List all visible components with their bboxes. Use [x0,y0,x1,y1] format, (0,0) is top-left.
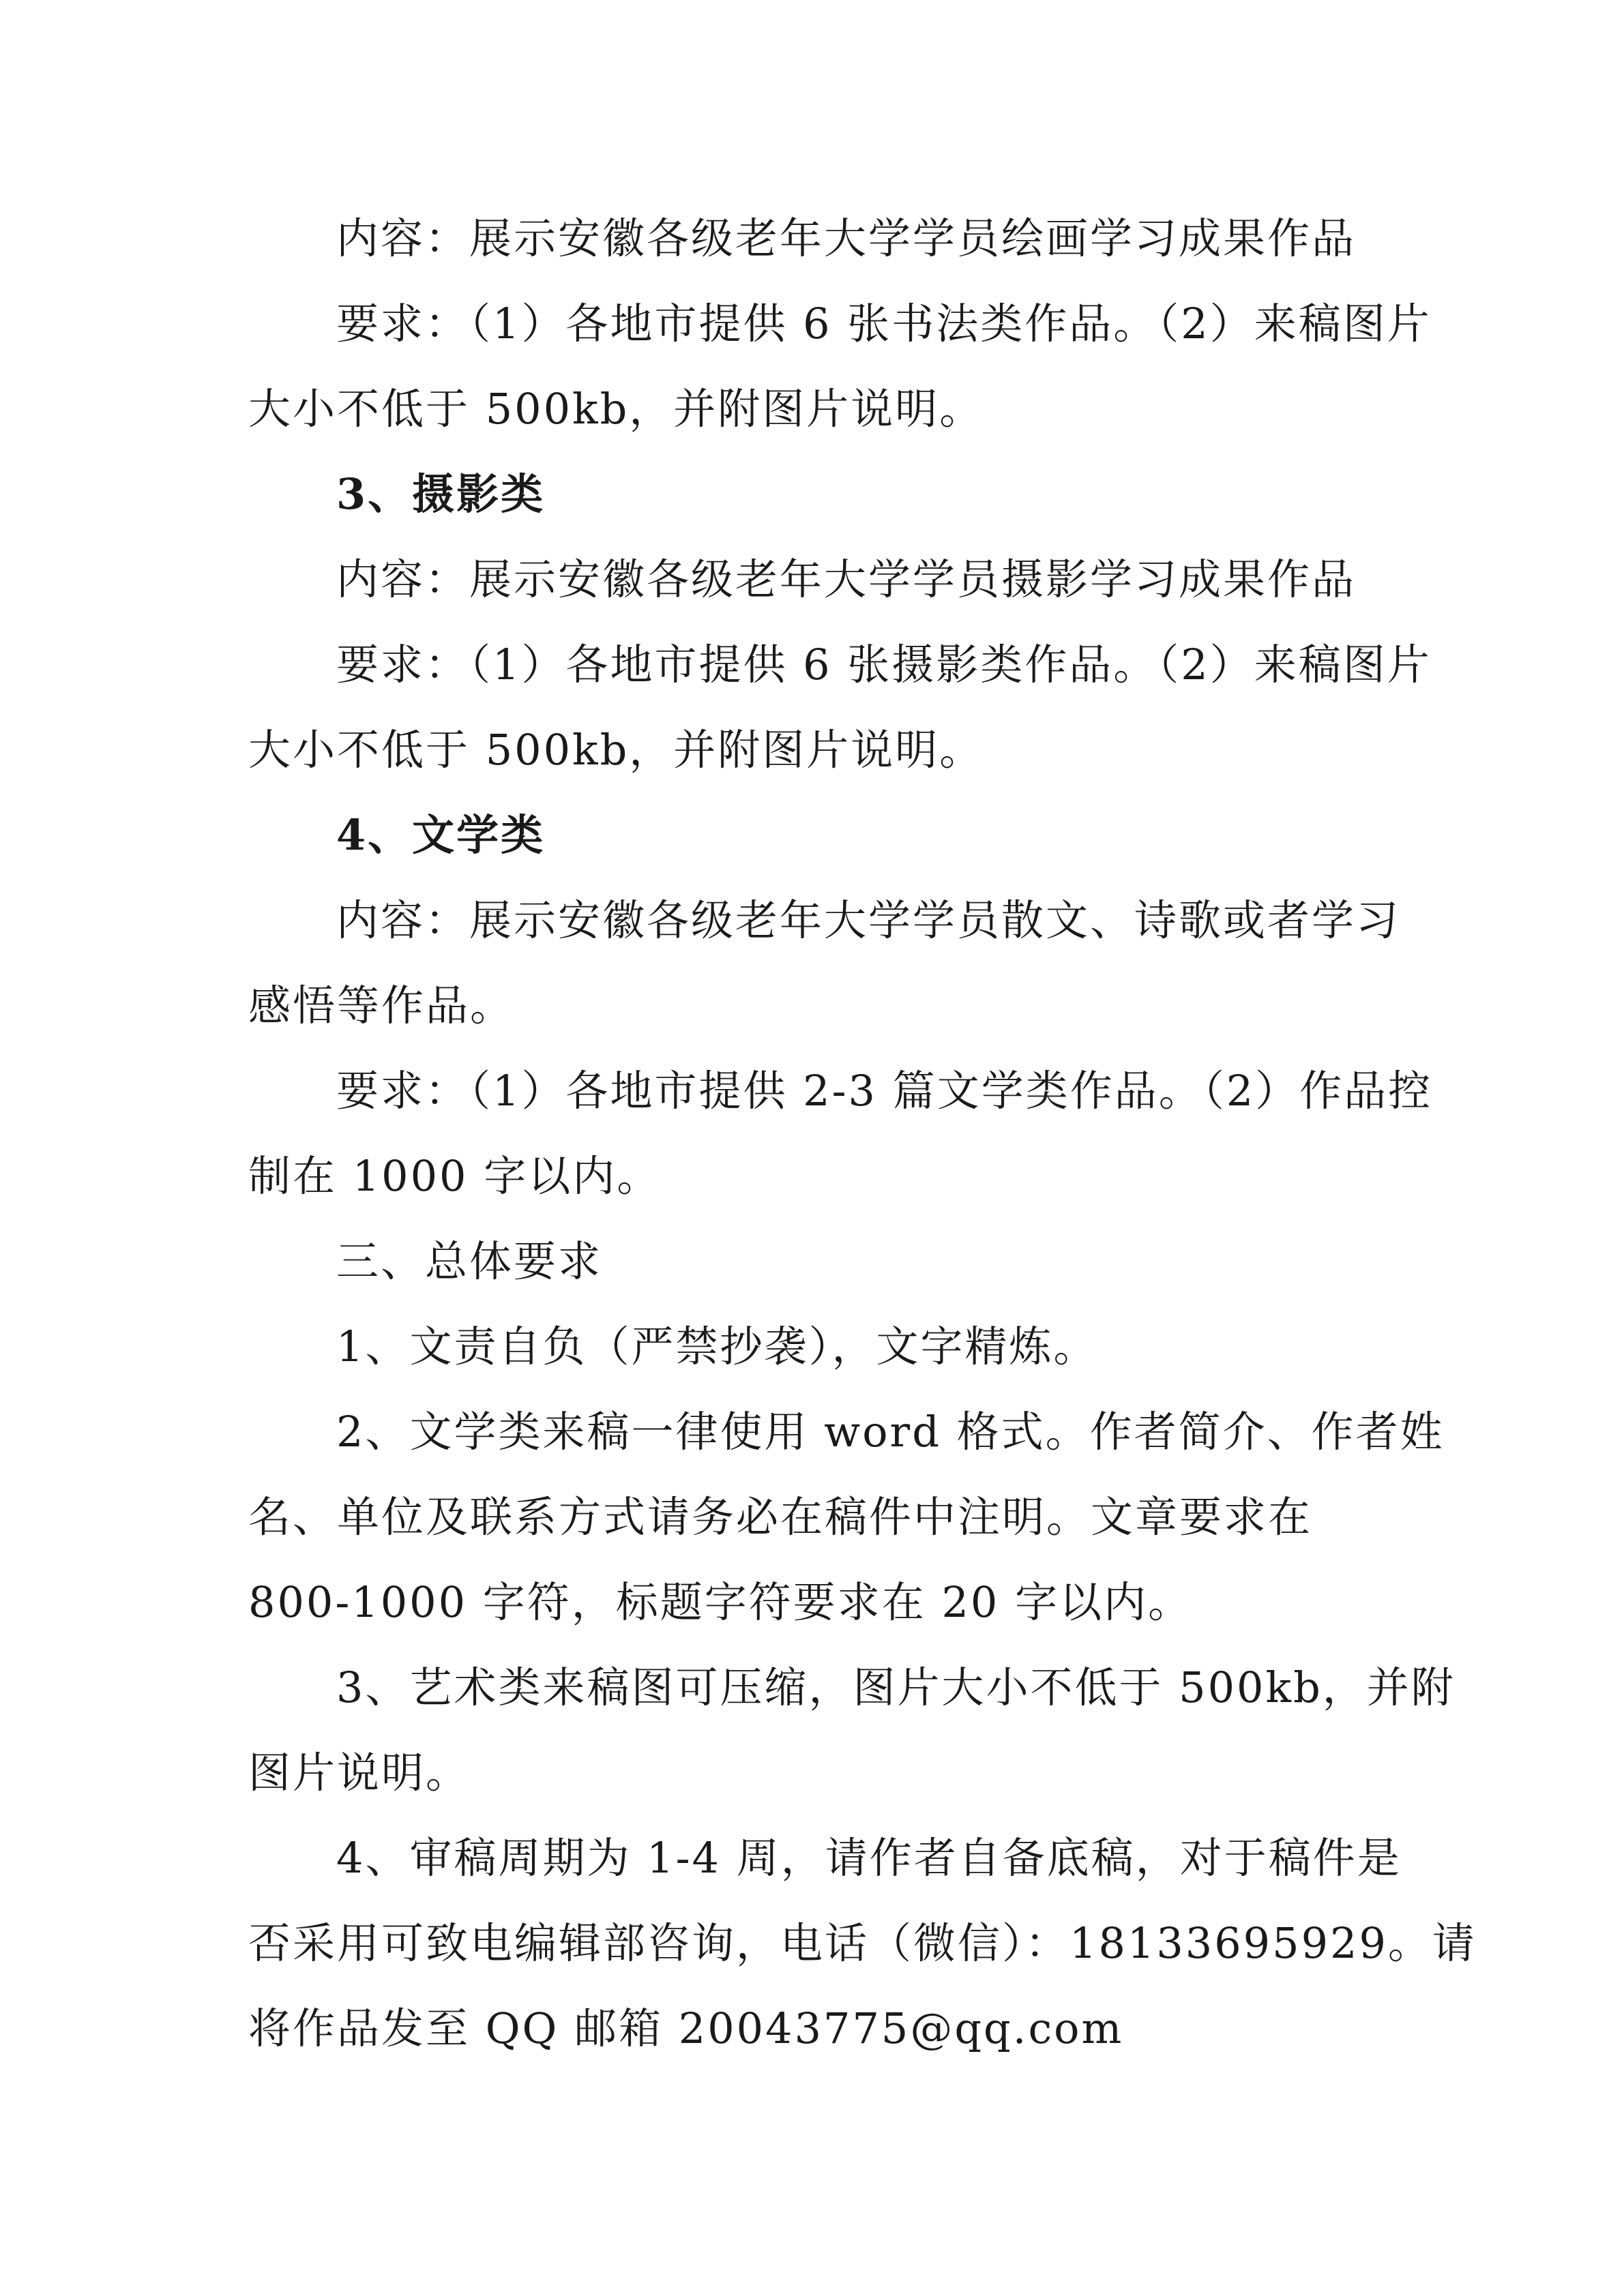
general-requirement-4-cont-a: 否采用可致电编辑部咨询，电话（微信）：18133695929。请 [248,1918,1477,1968]
requirement-line-calligraphy-cont: 大小不低于 500kb，并附图片说明。 [248,384,984,434]
general-requirement-3: 3、艺术类来稿图可压缩，图片大小不低于 500kb，并附 [336,1663,1456,1712]
content-line-photography: 内容：展示安徽各级老年大学学员摄影学习成果作品 [336,554,1357,604]
content-line-literature: 内容：展示安徽各级老年大学学员散文、诗歌或者学习 [336,895,1401,945]
requirement-line-literature-cont: 制在 1000 字以内。 [248,1151,662,1201]
requirement-line-photography: 要求：（1）各地市提供 6 张摄影类作品。（2）来稿图片 [336,640,1432,689]
section-heading-literature: 4、文学类 [336,810,546,860]
general-requirement-2: 2、文学类来稿一律使用 word 格式。作者简介、作者姓 [336,1407,1445,1457]
content-line-literature-cont: 感悟等作品。 [248,981,515,1030]
general-requirement-2-cont-b: 800-1000 字符，标题字符要求在 20 字以内。 [248,1577,1193,1627]
general-requirement-4: 4、审稿周期为 1-4 周，请作者自备底稿，对于稿件是 [336,1833,1402,1883]
requirement-line-photography-cont: 大小不低于 500kb，并附图片说明。 [248,725,984,775]
requirement-line-literature: 要求：（1）各地市提供 2-3 篇文学类作品。（2）作品控 [336,1066,1433,1116]
content-line-painting: 内容：展示安徽各级老年大学学员绘画学习成果作品 [336,213,1357,263]
general-requirement-1: 1、文责自负（严禁抄袭），文字精炼。 [336,1322,1098,1371]
section-heading-general-requirements: 三、总体要求 [336,1236,603,1286]
requirement-line-calligraphy: 要求：（1）各地市提供 6 张书法类作品。（2）来稿图片 [336,299,1432,348]
general-requirement-3-cont: 图片说明。 [248,1748,471,1798]
general-requirement-2-cont-a: 名、单位及联系方式请务必在稿件中注明。文章要求在 [248,1492,1313,1542]
general-requirement-4-cont-b: 将作品发至 QQ 邮箱 20043775@qq.com [248,2003,1124,2053]
section-heading-photography: 3、摄影类 [336,469,546,519]
